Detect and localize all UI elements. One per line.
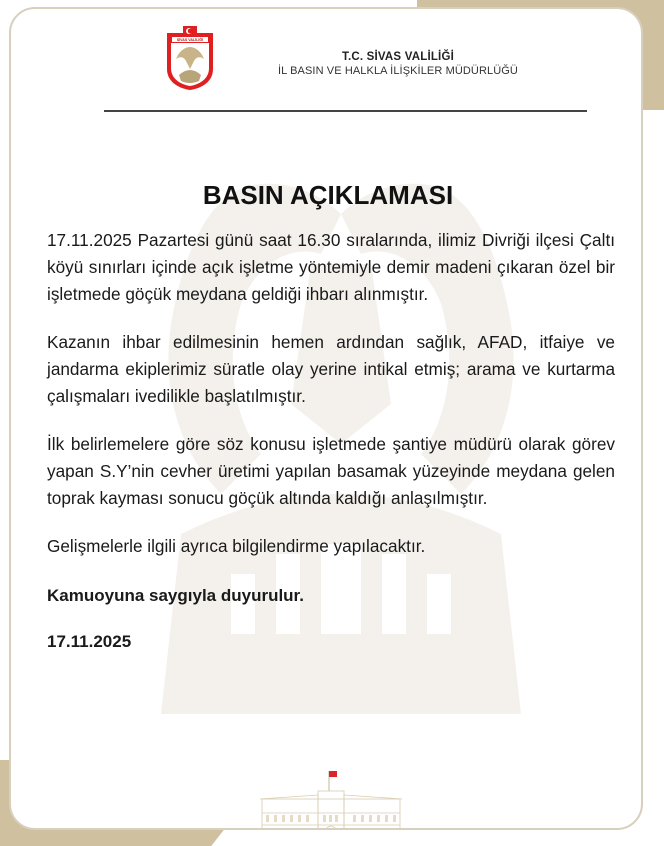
paragraph-4: Gelişmelerle ilgili ayrıca bilgilendirme yapılacaktır. xyxy=(47,536,426,556)
svg-text:SİVAS VALİLİĞİ: SİVAS VALİLİĞİ xyxy=(176,38,204,42)
paragraph-2: Kazanın ihbar edilmesinin hemen ardından sağlık, AFAD, itfaiye ve jandarma ekiplerimiz süratle olay yerine intikal etmiş; arama ve kurtarma çalışmaları ivedilikle başlatılmıştır. xyxy=(47,332,615,406)
paragraph-1: 17.11.2025 Pazartesi günü saat 16.30 sıralarında, ilimiz Divriği ilçesi Çaltı köyü sınırları içinde açık işletme yöntemiyle demir madeni çıkaran özel bir işletmede göçük meydana geldiği ihbarı alınmıştır. xyxy=(47,230,615,304)
header xyxy=(233,51,563,77)
paragraph-3: İlk belirlemelere göre söz konusu işletmede şantiye müdürü olarak görev yapan S.Y’nin cevher üretimi yapılan basamak yüzeyinde meydana gelen toprak kayması sonucu göçük altında kaldığı anlaşılmıştır. xyxy=(47,434,615,508)
header-divider xyxy=(104,110,587,112)
sivas-valiligi-emblem-icon xyxy=(165,25,215,91)
document-title: BASIN AÇIKLAMASI xyxy=(202,180,454,210)
document-body xyxy=(47,227,615,652)
closing-line: Kamuoyuna saygıyla duyurulur. xyxy=(47,586,304,605)
governorship-building-icon xyxy=(256,767,406,830)
department-subtitle: İL BASIN VE HALKLA İLİŞKİLER MÜDÜRLÜĞÜ xyxy=(278,65,518,77)
document-date: 17.11.2025 xyxy=(47,632,132,651)
institution-title: T.C. SİVAS VALİLİĞİ xyxy=(342,51,454,63)
press-release-page xyxy=(9,7,643,830)
